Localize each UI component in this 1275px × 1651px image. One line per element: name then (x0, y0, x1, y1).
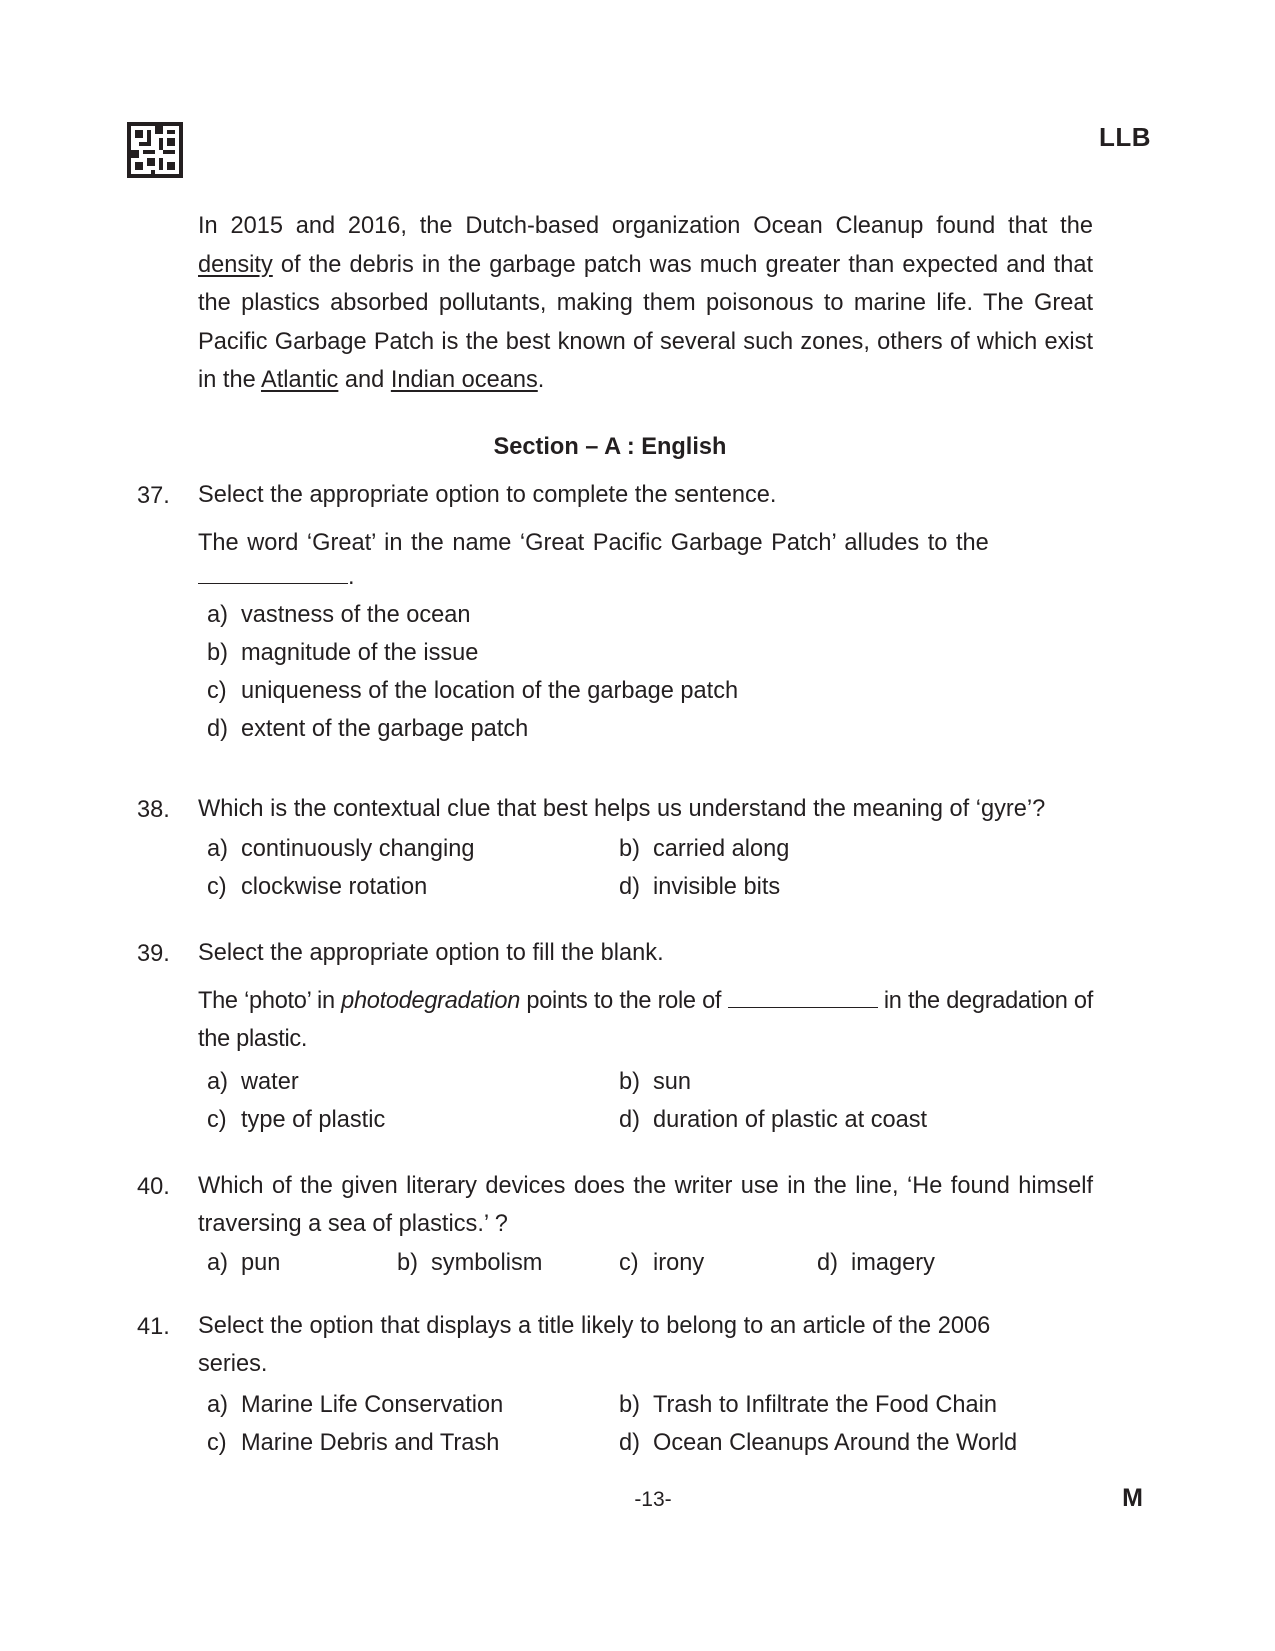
page-number: -13- (634, 1488, 672, 1511)
passage-paragraph: In 2015 and 2016, the Dutch-based organization Ocean Cleanup found that the density of the debris in the garbage patch was much greater than expected and that the plastics absorbed pollutants, making them poisonous to marine life. The Great Pacific Garbage Patch is the best known of several such zones, others of which exist in the Atlantic and Indian oceans. (198, 213, 1093, 393)
blank-line (728, 985, 878, 1008)
option: a) pun (207, 1250, 281, 1276)
underlined-atlantic: Atlantic (260, 367, 339, 393)
question-text: Which is the contextual clue that best helps us understand the meaning of ‘gyre’? (198, 796, 1046, 822)
question-text: Select the appropriate option to complete the sentence. (198, 482, 777, 508)
question-text: Which of the given literary devices does the writer use in the line, ‘He found himself traversing a sea of plastics.’ ? (198, 1173, 1093, 1237)
option: b) sun (619, 1069, 692, 1095)
section-title: Section – A : English (493, 434, 727, 460)
option: b) magnitude of the issue (207, 640, 479, 666)
question-text: Select the option that displays a title likely to belong to an article of the 2006 series. (198, 1313, 991, 1377)
question-text: Select the appropriate option to fill the blank. (198, 940, 664, 966)
paper-code: LLB (1098, 122, 1151, 152)
underlined-density: density (198, 251, 273, 278)
underlined-indian-oceans: Indian oceans (390, 367, 538, 393)
question-number: 41. (137, 1314, 170, 1340)
option: d) duration of plastic at coast (619, 1107, 928, 1133)
series-code: M (1122, 1484, 1143, 1512)
option: c) type of plastic (207, 1107, 386, 1133)
option: d) invisible bits (619, 874, 781, 900)
qr-code-icon (127, 122, 183, 178)
option: c) clockwise rotation (207, 874, 428, 900)
question-subtext: The word ‘Great’ in the name ‘Great Pacific Garbage Patch’ alludes to the (198, 530, 989, 556)
question-number: 39. (137, 941, 170, 967)
option: a) continuously changing (207, 836, 475, 862)
option: a) vastness of the ocean (207, 602, 471, 628)
question-number: 38. (137, 797, 170, 823)
option: a) water (207, 1069, 299, 1095)
option: a) Marine Life Conservation (207, 1392, 504, 1418)
option: d) Ocean Cleanups Around the World (619, 1430, 1018, 1456)
question-number: 40. (137, 1174, 170, 1200)
option: d) extent of the garbage patch (207, 716, 529, 742)
option: b) carried along (619, 836, 790, 862)
option: b) symbolism (397, 1250, 543, 1276)
answer-blank: . (198, 561, 355, 591)
option: b) Trash to Infiltrate the Food Chain (619, 1392, 998, 1418)
question-number: 37. (137, 483, 170, 509)
option: d) imagery (817, 1250, 935, 1276)
option: c) irony (619, 1250, 705, 1276)
blank-line (198, 561, 348, 584)
option: c) Marine Debris and Trash (207, 1430, 500, 1456)
option: c) uniqueness of the location of the garbage patch (207, 678, 739, 704)
question-subtext: The ‘photo’ in photodegradation points to the role of in the degradation of the plastic. (198, 982, 1093, 1058)
